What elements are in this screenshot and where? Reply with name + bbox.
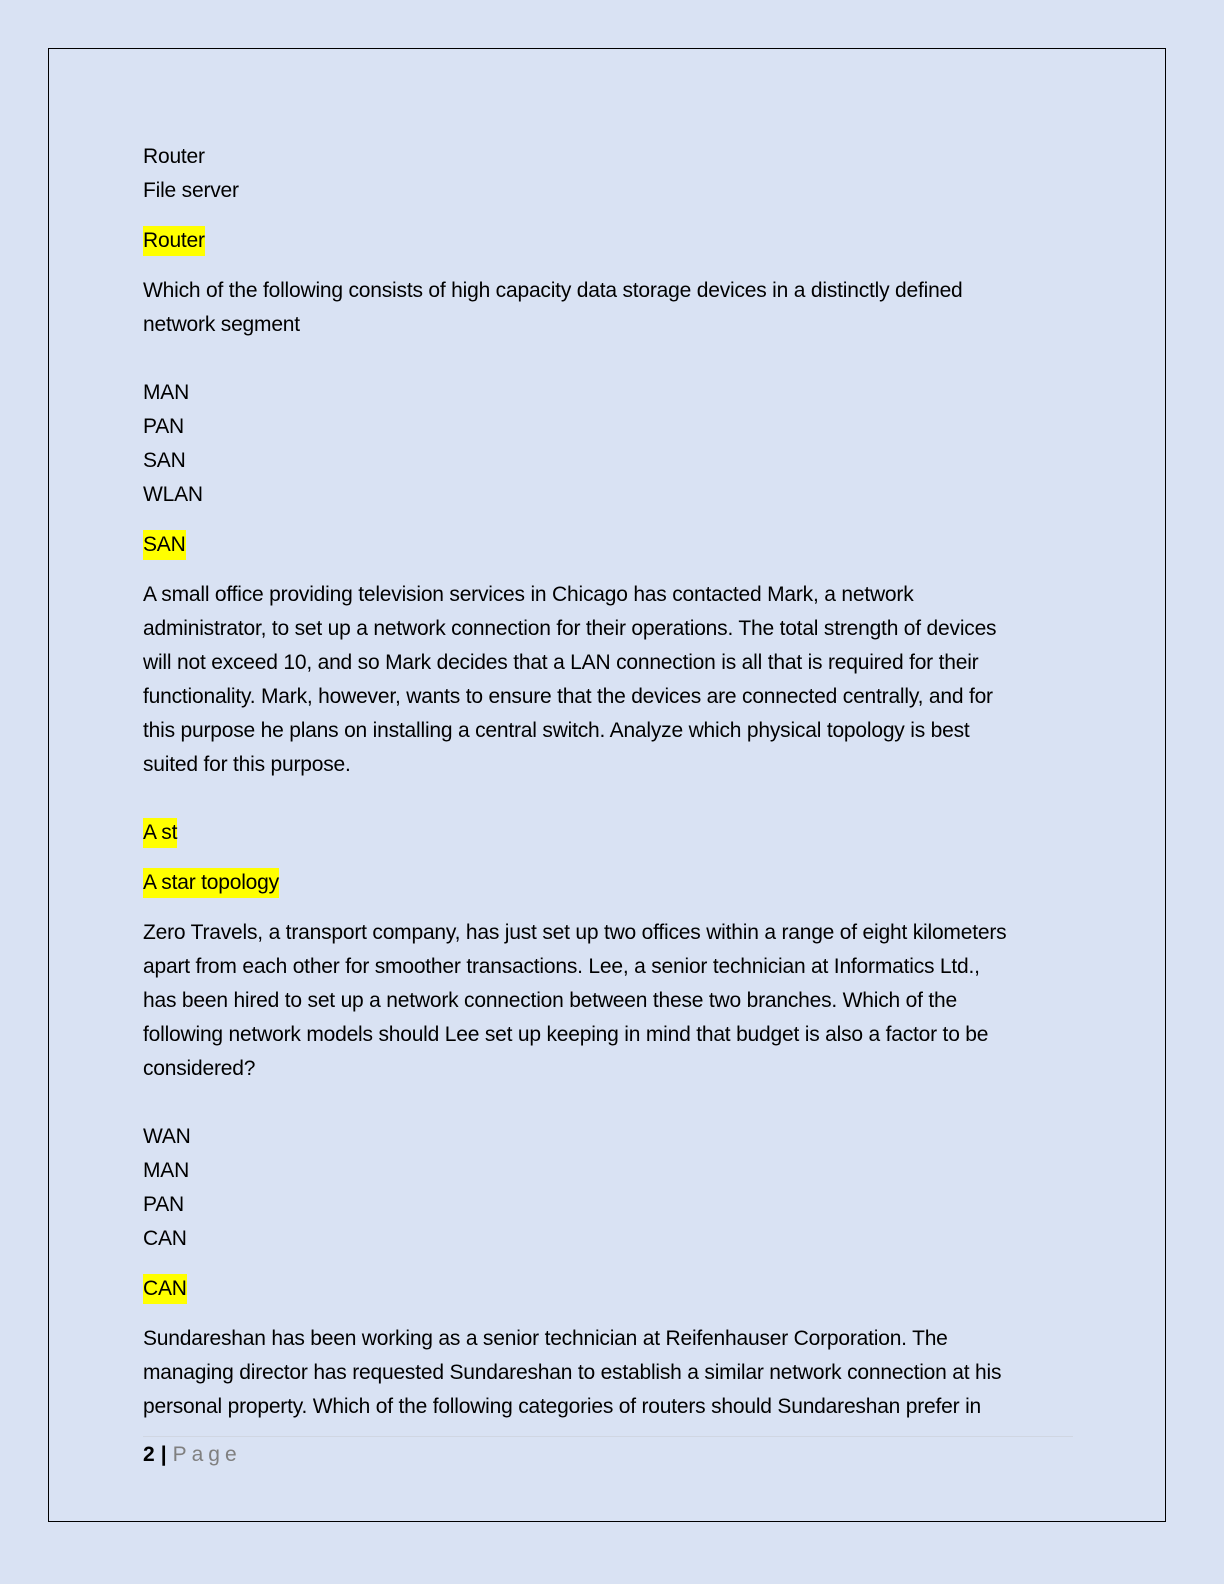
option-item: WLAN (143, 483, 203, 506)
question-paragraph (143, 916, 1073, 1086)
option-list (143, 1120, 1073, 1256)
question-line: this purpose he plans on installing a central switch. Analyze which physical topology is best (143, 719, 970, 742)
question-line: administrator, to set up a network connection for their operations. The total strength of devices (143, 617, 997, 640)
footer-separator: | (160, 1443, 167, 1466)
question-line: suited for this purpose. (143, 753, 351, 776)
option-item: MAN (143, 381, 190, 404)
answer-line (143, 224, 1073, 258)
question-paragraph (143, 1322, 1073, 1424)
question-line: apart from each other for smoother transactions. Lee, a senior technician at Informatics Ltd., (143, 955, 980, 978)
option-item: File server (143, 179, 239, 202)
answer-line (143, 866, 1073, 900)
question-line: Zero Travels, a transport company, has just set up two offices within a range of eight kilometers (143, 921, 1007, 944)
option-item: SAN (143, 449, 186, 472)
question-line: considered? (143, 1057, 256, 1080)
question-paragraph (143, 274, 1073, 342)
question-line: personal property. Which of the following categories of routers should Sundareshan prefer in (143, 1395, 982, 1418)
document-body (143, 140, 1073, 1424)
option-item: WAN (143, 1125, 191, 1148)
question-line: Which of the following consists of high capacity data storage devices in a distinctly defined (143, 279, 963, 302)
option-list (143, 140, 1073, 208)
option-item: Router (143, 145, 205, 168)
question-line: functionality. Mark, however, wants to ensure that the devices are connected centrally, and for (143, 685, 993, 708)
page-footer (143, 1440, 242, 1470)
option-item: PAN (143, 1193, 185, 1216)
highlighted-answer: A star topology (143, 868, 279, 898)
option-item: PAN (143, 415, 185, 438)
question-line: will not exceed 10, and so Mark decides that a LAN connection is all that is required for their (143, 651, 979, 674)
answer-line (143, 1272, 1073, 1306)
highlighted-answer: SAN (143, 530, 186, 560)
option-item: MAN (143, 1159, 190, 1182)
question-line: following network models should Lee set up keeping in mind that budget is also a factor to be (143, 1023, 989, 1046)
page-label: Page (172, 1443, 242, 1466)
option-list (143, 376, 1073, 512)
page-number: 2 (143, 1443, 155, 1466)
answer-line (143, 528, 1073, 562)
highlighted-answer: A st (143, 818, 177, 848)
highlighted-answer: CAN (143, 1274, 187, 1304)
question-line: managing director has requested Sundareshan to establish a similar network connection at his (143, 1361, 1002, 1384)
question-paragraph (143, 578, 1073, 782)
question-line: network segment (143, 313, 300, 336)
question-line: Sundareshan has been working as a senior technician at Reifenhauser Corporation. The (143, 1327, 948, 1350)
question-line: A small office providing television services in Chicago has contacted Mark, a network (143, 583, 914, 606)
footer-divider (143, 1436, 1073, 1437)
highlighted-answer: Router (143, 226, 205, 256)
option-item: CAN (143, 1227, 187, 1250)
answer-line (143, 816, 1073, 850)
question-line: has been hired to set up a network connection between these two branches. Which of the (143, 989, 957, 1012)
